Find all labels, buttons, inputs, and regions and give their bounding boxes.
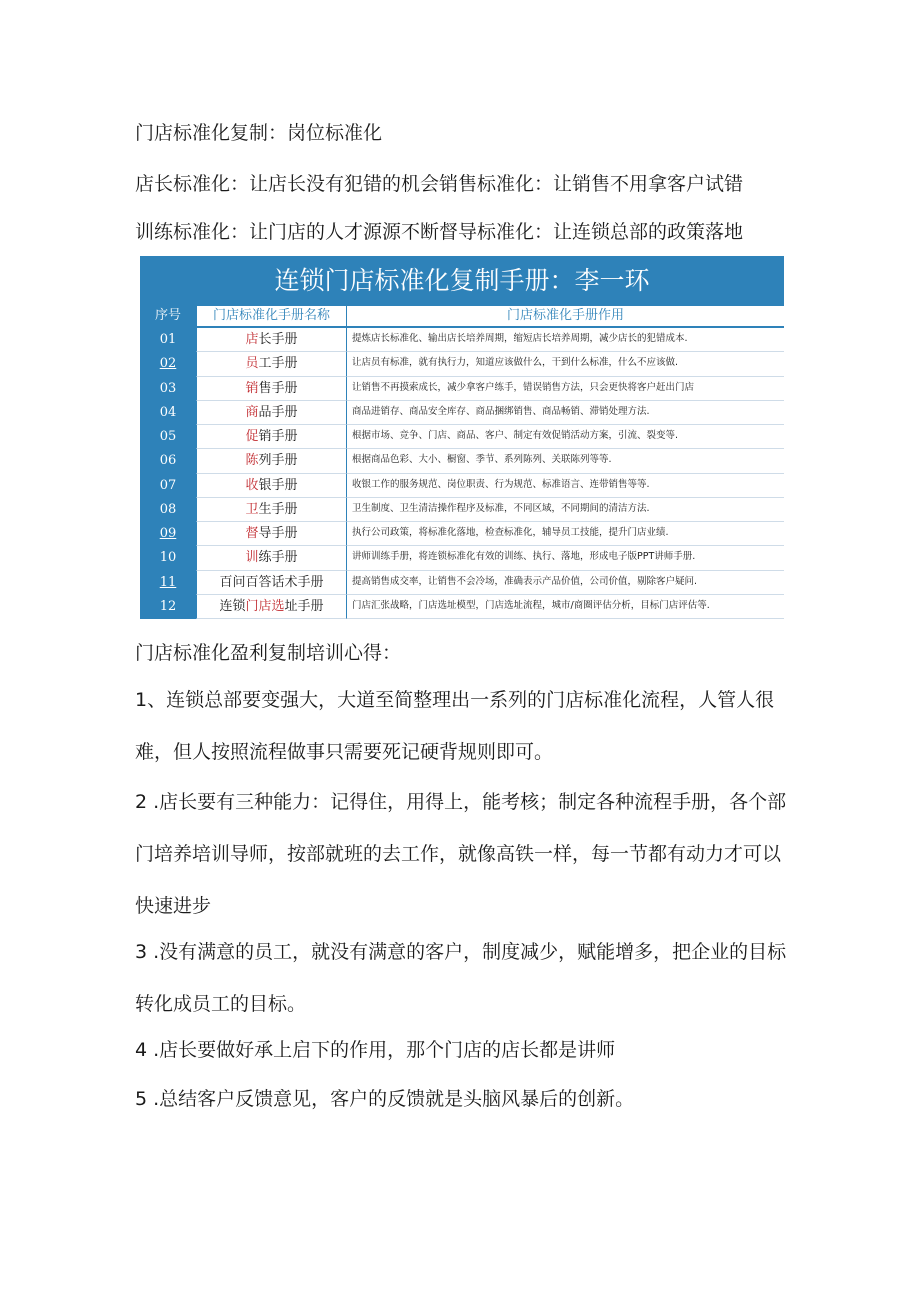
- table-row: [140, 474, 784, 498]
- row-name-rest: 练手册: [258, 550, 298, 566]
- row-index: [140, 595, 196, 619]
- row-name: [196, 546, 346, 570]
- row-index-text: 10: [159, 550, 177, 566]
- note-item-4: 4 .店长要做好承上启下的作用，那个门店的店长都是讲师: [135, 1039, 616, 1061]
- row-name-red: 店: [245, 332, 259, 347]
- row-index: [140, 328, 196, 352]
- intro-line-1: 门店标准化复制：岗位标准化: [135, 122, 383, 144]
- table-row: [140, 328, 784, 352]
- row-usage: 提高销售成交率，让销售不会冷场，准确表示产品价值，公司价值，剔除客户疑问.: [346, 571, 784, 595]
- row-index-text: 03: [159, 380, 177, 396]
- row-name: [196, 425, 346, 449]
- row-name-red: 陈: [245, 453, 259, 469]
- row-name: [196, 401, 346, 425]
- table-row: [140, 522, 784, 546]
- row-index: [140, 546, 196, 570]
- row-name: [196, 571, 346, 595]
- table-row: [140, 425, 784, 449]
- row-usage: 卫生制度、卫生清洁操作程序及标准，不同区域，不同期间的清洁方法.: [346, 498, 784, 522]
- note-item-1: 1、连锁总部要变强大，大道至简整理出一系列的门店标准化流程，人管人很难，但人按照流程做事只需要死记硬背规则即可。: [135, 689, 775, 763]
- row-index-text: 11: [159, 574, 177, 590]
- row-name: [196, 449, 346, 473]
- row-index-text: 08: [159, 501, 177, 517]
- header-usage: 门店标准化手册作用: [346, 306, 784, 328]
- row-name-rest: 销手册: [258, 429, 298, 444]
- table-row: [140, 352, 784, 376]
- table-row: [140, 498, 784, 522]
- row-name-pre: 连锁: [219, 598, 246, 614]
- row-name-rest: 长手册: [258, 332, 298, 347]
- row-name-red: 督: [245, 526, 259, 541]
- row-index-text: 05: [159, 429, 177, 444]
- table-row: [140, 377, 784, 401]
- row-name: [196, 474, 346, 498]
- row-index: [140, 449, 196, 473]
- table-body: [140, 328, 784, 619]
- manual-table: [140, 256, 784, 619]
- row-name-rest: 银手册: [258, 477, 298, 493]
- row-usage: 执行公司政策，将标准化落地，检查标准化，辅导员工技能，提升门店业绩.: [346, 522, 784, 546]
- table-row: [140, 571, 784, 595]
- table-row: [140, 595, 784, 619]
- row-name-red: 销: [245, 380, 259, 396]
- row-index-text: 06: [159, 453, 177, 469]
- row-index: [140, 474, 196, 498]
- row-name-red: 促: [245, 429, 259, 444]
- row-name-pre: 百问百答话术手册: [219, 574, 324, 590]
- table-title: 连锁门店标准化复制手册：李一环: [140, 256, 784, 306]
- note-item-2: 2 .店长要有三种能力：记得住，用得上，能考核；制定各种流程手册，各个部门培养培训导师，按部就班的去工作，就像高铁一样，每一节都有动力才可以快速进步: [135, 791, 787, 917]
- table-row: [140, 449, 784, 473]
- row-usage: 提炼店长标准化、输出店长培养周期，缩短店长培养周期，减少店长的犯错成本.: [346, 328, 784, 352]
- row-usage: 根据市场、竞争、门店、商品、客户、制定有效促销活动方案，引流、裂变等.: [346, 425, 784, 449]
- row-name-red: 商: [245, 404, 259, 420]
- row-name-rest: 生手册: [258, 501, 298, 517]
- row-name-red: 员: [245, 356, 259, 372]
- header-index: 序号: [140, 306, 196, 328]
- row-index: [140, 571, 196, 595]
- note-item-3: 3 .没有满意的员工，就没有满意的客户，制度减少，赋能增多，把企业的目标转化成员工的目标。: [135, 941, 787, 1015]
- row-usage: 门店汇张战略，门店选址模型，门店选址流程，城市/商圈评估分析，目标门店评估等.: [346, 595, 784, 619]
- table-row: [140, 401, 784, 425]
- row-usage: 根据商品色彩、大小、橱窗、季节、系列陈列、关联陈列等等.: [346, 449, 784, 473]
- row-index: [140, 425, 196, 449]
- row-name-red: 卫: [245, 501, 259, 517]
- row-name-rest: 工手册: [258, 356, 298, 372]
- row-name-rest: 品手册: [258, 404, 298, 420]
- row-usage: 让销售不再摸索成长，减少拿客户练手，错误销售方法，只会更快将客户赶出门店: [346, 377, 784, 401]
- row-index-text: 04: [159, 404, 177, 420]
- row-name: [196, 377, 346, 401]
- row-index: [140, 377, 196, 401]
- intro-line-2: 店长标准化：让店长没有犯错的机会销售标准化：让销售不用拿客户试错: [135, 173, 744, 195]
- row-name-red: 收: [245, 477, 259, 493]
- row-usage: 收银工作的服务规范、岗位职责、行为规范、标准语言、连带销售等等.: [346, 474, 784, 498]
- row-name: [196, 328, 346, 352]
- row-name-rest: 导手册: [258, 526, 298, 541]
- row-index: [140, 498, 196, 522]
- notes-heading: 门店标准化盈利复制培训心得：: [135, 642, 402, 664]
- row-name: [196, 352, 346, 376]
- row-index-text: 07: [159, 477, 177, 493]
- row-name-rest: 址手册: [284, 598, 324, 614]
- row-index: [140, 522, 196, 546]
- row-usage: 讲师训练手册，将连锁标准化有效的训练、执行、落地，形成电子版PPT讲师手册.: [346, 546, 784, 570]
- table-row: [140, 546, 784, 570]
- row-index: [140, 352, 196, 376]
- row-index-text: 01: [159, 332, 177, 347]
- row-index-text: 12: [159, 598, 177, 614]
- row-name-rest: 售手册: [258, 380, 298, 396]
- row-name: [196, 522, 346, 546]
- row-name-red: 门店选: [245, 598, 285, 614]
- row-name: [196, 595, 346, 619]
- row-name-rest: 列手册: [258, 453, 298, 469]
- note-item-5: 5 .总结客户反馈意见，客户的反馈就是头脑风暴后的创新。: [135, 1088, 635, 1110]
- row-index: [140, 401, 196, 425]
- header-name: 门店标准化手册名称: [196, 306, 346, 328]
- row-name: [196, 498, 346, 522]
- intro-line-3: 训练标准化：让门店的人才源源不断督导标准化：让连锁总部的政策落地: [135, 221, 744, 243]
- row-usage: 让店员有标准，就有执行力，知道应该做什么，干到什么标准，什么不应该做.: [346, 352, 784, 376]
- table-header: [140, 306, 784, 328]
- row-index-text: 02: [159, 356, 177, 372]
- row-index-text: 09: [159, 526, 177, 541]
- row-usage: 商品进销存、商品安全库存、商品捆绑销售、商品畅销、滞销处理方法.: [346, 401, 784, 425]
- row-name-red: 训: [245, 550, 259, 566]
